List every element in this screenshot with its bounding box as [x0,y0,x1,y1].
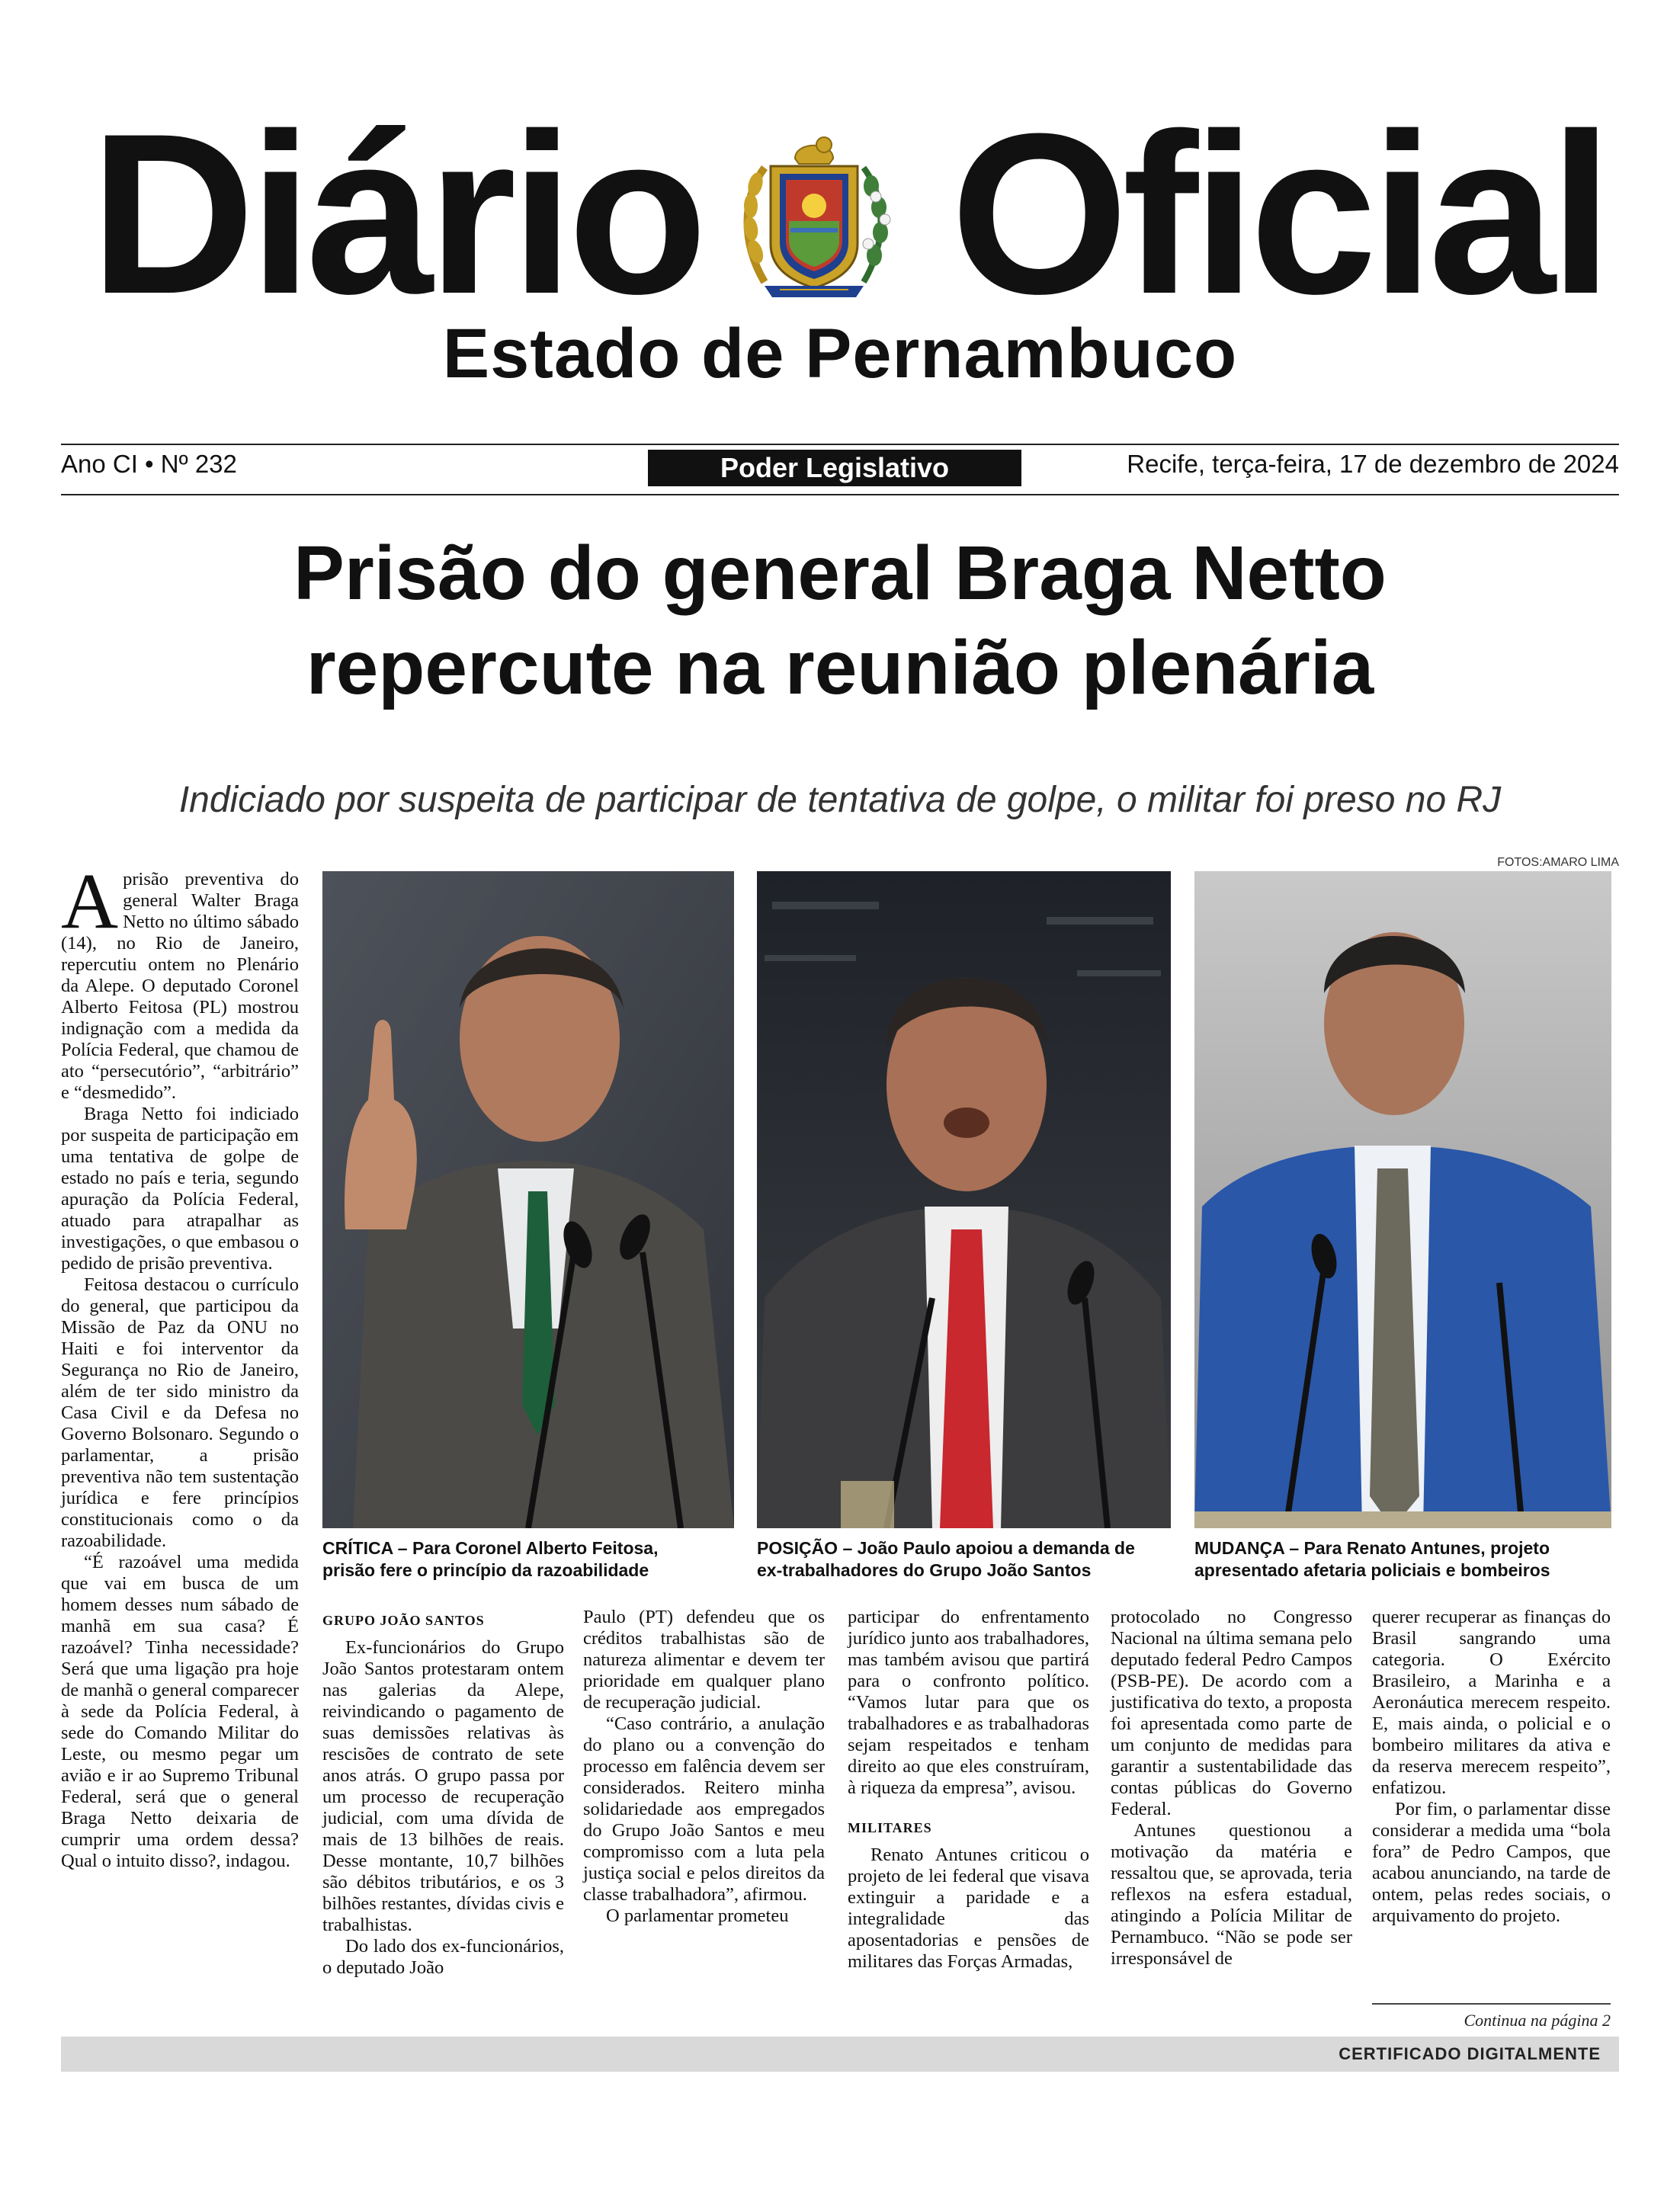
photo-caption-1 [322,1537,734,1582]
continued-on-page-link[interactable]: Continua na página 2 [1372,2003,1611,2031]
masthead-title-left: Diário [90,85,702,341]
article-column-6 [1372,1607,1611,1927]
photo-caption-3 [1194,1537,1611,1582]
photo-credit: FOTOS:AMARO LIMA [1497,856,1619,869]
headline-line-2: repercute na reunião plenária [306,625,1374,710]
article-paragraph: Feitosa destacou o currículo do general, que participou da Missão de Paz da ONU no Haiti e foi interventor da Segurança no Rio de Janeiro, além de ter sido ministro da Casa Civil e da Defesa no Governo Bolsonaro. Segundo o parlamentar, a prisão preventiva não tem sustentação jurídica e fere princípios constitucionais como o da razoabilidade. [61,1274,299,1551]
article-paragraph [61,857,299,1104]
caption-line: ex-trabalhadores do Grupo João Santos [757,1560,1092,1580]
coat-of-arms-icon [734,130,894,301]
article-paragraph: querer recuperar as finanças do Brasil sangrando uma categoria. O Exército Brasileiro, a Marinha e a Aeronáutica merecem respeito. E, mais ainda, o policial e o bombeiro militares da ativa e da reserva merecem respeito”, enfatizou. [1372,1607,1611,1798]
article-paragraph: Do lado dos ex-funcionários, o deputado João [322,1936,564,1978]
article-paragraph: Ex-funcionários do Grupo João Santos protestaram ontem nas galerias da Alepe, reivindicando o pagamento de suas demissões relativas às rescisões de contrato de sete anos atrás. O grupo passa por um processo de recuperação judicial, com uma dívida de mais de 13 bilhões de reais. Desse montante, 10,7 bilhões são débitos tributários, e os 3 bilhões restantes, dívidas civis e trabalhistas. [322,1637,564,1935]
article-paragraph: participar do enfrentamento jurídico junto aos trabalhadores, mas também avisou que partirá para o confronto político. “Vamos lutar para que os trabalhadores e as trabalhadoras sejam respeitados e tenham direito ao que eles construíram, à riqueza da empresa”, avisou. [848,1607,1089,1798]
article-paragraph: protocolado no Congresso Nacional na última semana pelo deputado federal Pedro Campos (PSB-PE). De acordo com a justificativa do texto, a proposta foi apresentada como parte de um conjunto de medidas para garantir a sustentabilidade das contas públicas do Governo Federal. [1111,1607,1352,1819]
caption-line: CRÍTICA – Para Coronel Alberto Feitosa, [322,1538,659,1558]
section-subhead: MILITARES [848,1820,932,1835]
footer-bar [61,2037,1619,2072]
dropcap: A [61,857,119,945]
caption-line: apresentado afetaria policiais e bombeiros [1194,1560,1550,1580]
caption-line: MUDANÇA – Para Renato Antunes, projeto [1194,1538,1550,1558]
paragraph-text: prisão preventiva do general Walter Braga Netto no último sábado (14), no Rio de Janeiro, repercutiu ontem no Plenário da Alepe. O deputado Coronel Alberto Feitosa (PL) mostrou indignação com a medida da Polícia Federal, que chamou de ato “persecutório”, “arbitrário” e “desmedido”. [61,869,299,1103]
bottom-rule [61,494,1619,495]
article-paragraph: Braga Netto foi indiciado por suspeita de participação em uma tentativa de golpe de estado no país e teria, segundo apuração da Polícia Federal, atuado para atrapalhar as investigações, o que embasou o pedido de prisão preventiva. [61,1104,299,1274]
article-paragraph: Renato Antunes criticou o projeto de lei federal que visava extinguir a paridade e a integralidade das aposentadorias e pensões de militares das Forças Armadas, [848,1845,1089,1972]
headline-line-1: Prisão do general Braga Netto [293,530,1387,616]
photo-joao-paulo [757,871,1171,1528]
article-paragraph: “Caso contrário, a anulação do plano ou a convenção do processo em falência devem ser considerados. Reitero minha solidariedade aos empregados do Grupo João Santos e meu compromisso com a luta pela justiça social e pelos direitos da classe trabalhadora”, afirmou. [583,1713,825,1905]
section-badge: Poder Legislativo [648,450,1021,486]
photo-feitosa [322,871,734,1528]
article-column-5 [1111,1607,1352,1970]
article-paragraph: Antunes questionou a motivação da matéria e ressaltou que, se aprovada, teria reflexos na esfera estadual, atingindo a Polícia Militar de Pernambuco. “Não se pode ser irresponsável de [1111,1820,1352,1969]
subheadline: Indiciado por suspeita de participar de tentativa de golpe, o militar foi preso no RJ [178,780,1502,820]
photo-caption-2 [757,1537,1171,1582]
headline [61,526,1619,715]
article-column-2 [322,1607,564,1979]
caption-line: prisão fere o princípio da razoabilidade [322,1560,649,1580]
article-column-4 [848,1607,1089,1973]
article-paragraph: “É razoável uma medida que vai em busca de um homem desses num sábado de manhã em sua casa? É razoável? Tinha necessidade? Será que uma ligação pra hoje de manhã o general comparecer à sede da Polícia Federal, à sede do Comando Militar do Leste, ou mesmo pegar um avião e ir ao Supremo Tribunal Federal, será que o general Braga Netto deixaria de cumprir uma ordem dessa? Qual o intuito disso?, indagou. [61,1552,299,1871]
edition-number: Ano CI • Nº 232 [61,450,237,478]
top-rule [61,444,1619,445]
article-paragraph: Paulo (PT) defendeu que os créditos trabalhistas são de natureza alimentar e devem ter prioridade em qualquer plano de recuperação judicial. [583,1607,825,1713]
photo-renato-antunes [1194,871,1611,1528]
caption-line: POSIÇÃO – João Paulo apoiou a demanda de [757,1538,1135,1558]
article-column-1 [61,857,299,1872]
article-paragraph: Por fim, o parlamentar disse considerar a medida uma “bola fora” de Pedro Campos, que acabou anunciando, na tarde de ontem, pelas redes sociais, o arquivamento do projeto. [1372,1799,1611,1926]
masthead-title-right: Oficial [951,85,1607,341]
edition-date: Recife, terça-feira, 17 de dezembro de 2024 [1127,450,1619,478]
article-column-3 [583,1607,825,1927]
digital-certificate-label: CERTIFICADO DIGITALMENTE [1339,2044,1601,2063]
masthead [90,85,1607,341]
article-paragraph: O parlamentar prometeu [606,1906,789,1926]
section-subhead: GRUPO JOÃO SANTOS [322,1613,485,1628]
masthead-subtitle: Estado de Pernambuco [442,315,1238,393]
